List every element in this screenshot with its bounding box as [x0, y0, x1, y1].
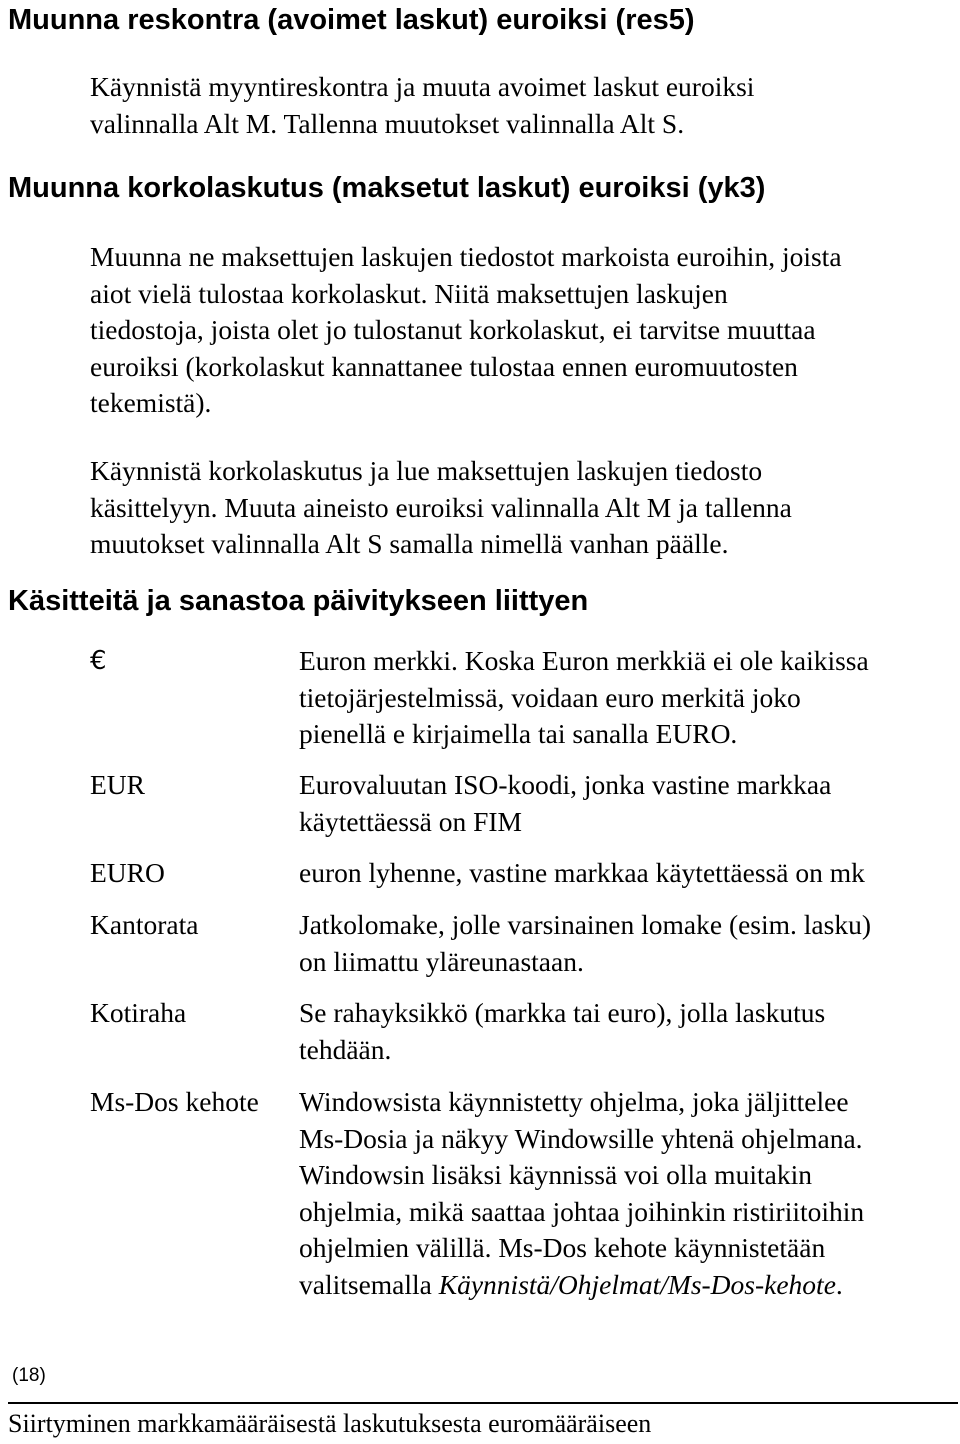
menu-path: Käynnistä/Ohjelmat/Ms-Dos-kehote — [438, 1268, 836, 1300]
glossary-term-euro: EURO — [90, 857, 165, 888]
text-line: Jatkolomake, jolle varsinainen lomake (esim. lasku) — [299, 909, 871, 940]
text-line — [299, 1267, 959, 1304]
text-line: Se rahayksikkö (markka tai euro), jolla laskutus — [299, 997, 826, 1028]
footer-divider — [8, 1402, 958, 1404]
text-line: euroiksi (korkolaskut kannattanee tulostaa ennen euromuutosten — [90, 350, 798, 382]
text-line: aiot vielä tulostaa korkolaskut. Niitä maksettujen laskujen — [90, 277, 728, 309]
glossary-definition-eur — [299, 767, 959, 840]
text-line: ohjelmia, mikä saattaa johtaa joihinkin ristiriitoihin — [299, 1195, 865, 1227]
text-line: tiedostoja, joista olet jo tulostanut korkolaskut, ei tarvitse muuttaa — [90, 314, 816, 345]
text-line-suffix: . — [835, 1268, 843, 1300]
text-line: tietojärjestelmissä, voidaan euro merkitä joko — [299, 681, 801, 713]
text-line: Ms-Dosia ja näkyy Windowsille yhtenä ohjelmana. — [299, 1122, 863, 1154]
text-line: Käynnistä korkolaskutus ja lue maksettujen laskujen tiedosto — [90, 455, 763, 486]
glossary-definition-kantorata — [299, 907, 959, 980]
text-line: Käynnistä myyntireskontra ja muuta avoimet laskut euroiksi — [90, 71, 755, 102]
heading-yk3: Muunna korkolaskutus (maksetut laskut) euroiksi (yk3) — [8, 172, 766, 204]
text-line: pienellä e kirjaimella tai sanalla EURO. — [299, 718, 738, 749]
glossary-definition-euro-sign — [299, 643, 959, 753]
text-line: valinnalla Alt M. Tallenna muutokset valinnalla Alt S. — [90, 107, 685, 139]
text-line-prefix: valitsemalla — [299, 1268, 439, 1300]
glossary-term-kantorata: Kantorata — [90, 909, 199, 940]
text-line: Windowsista käynnistetty ohjelma, joka jäljittelee — [299, 1086, 849, 1117]
text-line: käsittelyyn. Muuta aineisto euroiksi valinnalla Alt M ja tallenna — [90, 491, 792, 523]
glossary-definition-ms-dos-kehote — [299, 1084, 959, 1303]
text-line: tekemistä). — [90, 387, 212, 418]
glossary-term-euro-sign: € — [90, 646, 107, 676]
text-line: Eurovaluutan ISO-koodi, jonka vastine markkaa — [299, 769, 832, 800]
text-line: käytettäessä on FIM — [299, 805, 523, 837]
glossary-term-kotiraha: Kotiraha — [90, 997, 187, 1028]
glossary-definition-euro — [299, 855, 959, 892]
paragraph-res5 — [90, 69, 956, 142]
footer-title: Siirtyminen markkamääräisestä laskutuksesta euromääräiseen — [8, 1409, 652, 1438]
text-line: tehdään. — [299, 1033, 392, 1065]
heading-res5: Muunna reskontra (avoimet laskut) euroiksi (res5) — [8, 4, 695, 36]
text-line: ohjelmien välillä. Ms-Dos kehote käynnistetään — [299, 1232, 826, 1263]
text-line: muutokset valinnalla Alt S samalla nimellä vanhan päälle. — [90, 528, 729, 559]
text-line: Muunna ne maksettujen laskujen tiedostot markoista euroihin, joista — [90, 241, 842, 272]
text-line: euron lyhenne, vastine markkaa käytettäessä on mk — [299, 857, 865, 888]
paragraph-yk3-1 — [90, 239, 956, 422]
text-line: on liimattu yläreunastaan. — [299, 945, 584, 977]
glossary-term-eur: EUR — [90, 769, 145, 800]
page-number: (18) — [12, 1365, 46, 1386]
glossary-definition-kotiraha — [299, 995, 959, 1068]
text-line: Euron merkki. Koska Euron merkkiä ei ole kaikissa — [299, 645, 869, 676]
paragraph-yk3-2 — [90, 453, 956, 563]
heading-glossary: Käsitteitä ja sanastoa päivitykseen liittyen — [8, 585, 589, 617]
glossary-term-ms-dos-kehote: Ms-Dos kehote — [90, 1086, 259, 1117]
text-line: Windowsin lisäksi käynnissä voi olla muitakin — [299, 1159, 812, 1190]
